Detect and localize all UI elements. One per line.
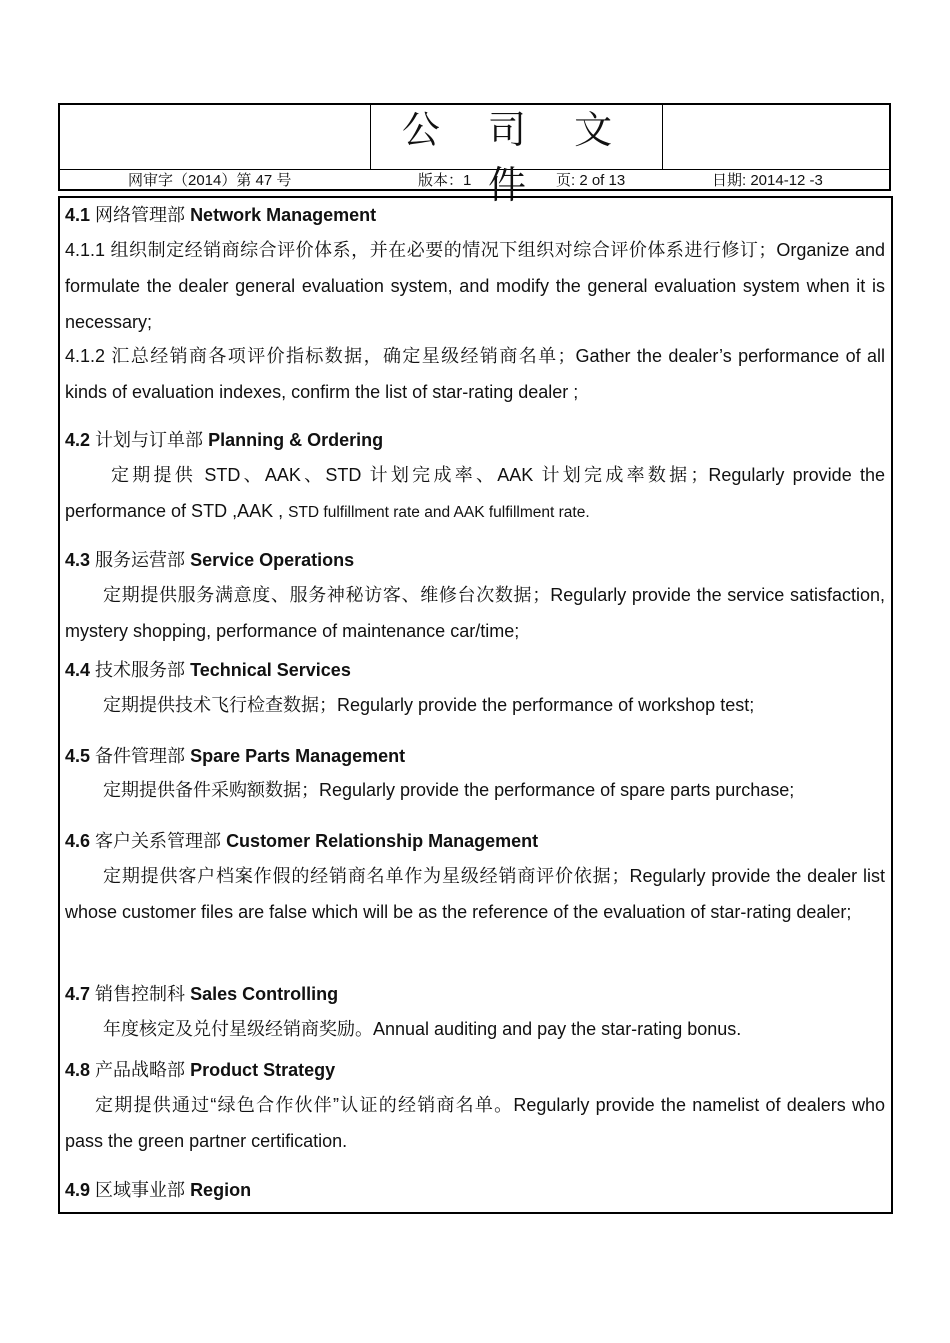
paragraph-4-8: 定期提供通过“绿色合作伙伴”认证的经销商名单。Regularly provide the namelist of dealers who pass the green partner certification. [65, 1095, 885, 1151]
header-info-row [60, 171, 889, 191]
paragraph-4-1-1: 4.1.1 组织制定经销商综合评价体系，并在必要的情况下组织对综合评价体系进行修订；Organize and formulate the dealer general evaluation system, and modify the general evaluation system when it is necessary; [65, 240, 885, 332]
section-number: 4.3 [65, 550, 91, 570]
section-number: 4.6 [65, 831, 91, 851]
paragraph-4-4: 定期提供技术飞行检查数据；Regularly provide the performance of workshop test; [103, 695, 755, 715]
section-title-en: Product Strategy [190, 1060, 336, 1080]
paragraph-4-2-tail: STD fulfillment rate and AAK fulfillment rate. [288, 504, 590, 521]
section-number: 4.9 [65, 1180, 91, 1200]
section-heading-4-1 [65, 201, 376, 227]
section-title-cn: 计划与订单部 [95, 430, 204, 450]
date-label: 日期: 2014-12 -3 [712, 172, 823, 189]
paragraph-4-2 [65, 457, 885, 531]
paragraph-4-5: 定期提供备件采购额数据；Regularly provide the performance of spare parts purchase; [103, 780, 795, 800]
paragraph-4-7: 年度核定及兑付星级经销商奖励。Annual auditing and pay the star-rating bonus. [103, 1019, 742, 1039]
section-title-cn: 客户关系管理部 [95, 831, 222, 851]
section-heading-4-3 [65, 546, 354, 572]
version-label: 版本：1 [418, 172, 472, 189]
section-title-cn: 备件管理部 [95, 746, 186, 766]
section-title-en: Sales Controlling [190, 984, 339, 1004]
section-heading-4-2 [65, 426, 383, 452]
section-heading-4-7 [65, 980, 338, 1006]
section-number: 4.7 [65, 984, 91, 1004]
section-title-en: Region [190, 1180, 252, 1200]
section-number: 4.2 [65, 430, 91, 450]
section-number: 4.1 [65, 205, 91, 225]
paragraph-4-2-main: 定期提供 STD、AAK、STD 计划完成率、AAK 计划完成率数据；Regularly provide the performance of STD ,AAK , [65, 465, 885, 521]
section-title-en: Customer Relationship Management [226, 831, 539, 851]
section-number: 4.4 [65, 660, 91, 680]
section-title-en: Spare Parts Management [190, 746, 406, 766]
section-title-en: Planning & Ordering [208, 430, 384, 450]
section-title-cn: 服务运营部 [95, 550, 186, 570]
page-label: 页: 2 of 13 [556, 172, 626, 189]
section-title-cn: 技术服务部 [95, 660, 186, 680]
section-number: 4.5 [65, 746, 91, 766]
section-title-en: Service Operations [190, 550, 355, 570]
doc-number: 网审字（2014）第 47 号 [128, 172, 292, 189]
section-title-cn: 网络管理部 [95, 205, 186, 225]
document-title: 公 司 文 件 [401, 108, 631, 207]
section-heading-4-9 [65, 1176, 251, 1202]
section-title-en: Network Management [190, 205, 377, 225]
section-heading-4-4 [65, 656, 351, 682]
section-heading-4-5 [65, 742, 405, 768]
section-heading-4-8 [65, 1056, 335, 1082]
section-heading-4-6 [65, 827, 538, 853]
header-cell-right [662, 105, 889, 169]
section-number: 4.8 [65, 1060, 91, 1080]
section-title-cn: 产品战略部 [95, 1060, 186, 1080]
paragraph-4-6: 定期提供客户档案作假的经销商名单作为星级经销商评价依据；Regularly provide the dealer list whose customer files are false which will be as the reference of the evaluation of star-rating dealer; [65, 866, 885, 922]
paragraph-4-3: 定期提供服务满意度、服务神秘访客、维修台次数据；Regularly provide the service satisfaction, mystery shopping, performance of maintenance car/time; [65, 585, 885, 641]
section-title-cn: 区域事业部 [95, 1180, 186, 1200]
section-title-cn: 销售控制科 [95, 984, 186, 1004]
content-box [58, 196, 893, 1214]
header-cell-left [60, 105, 371, 169]
paragraph-4-1-2: 4.1.2 汇总经销商各项评价指标数据，确定星级经销商名单；Gather the dealer’s performance of all kinds of evaluation indexes, confirm the list of star-rating dealer ; [65, 346, 885, 402]
document-header-table [58, 103, 891, 207]
section-title-en: Technical Services [190, 660, 351, 680]
